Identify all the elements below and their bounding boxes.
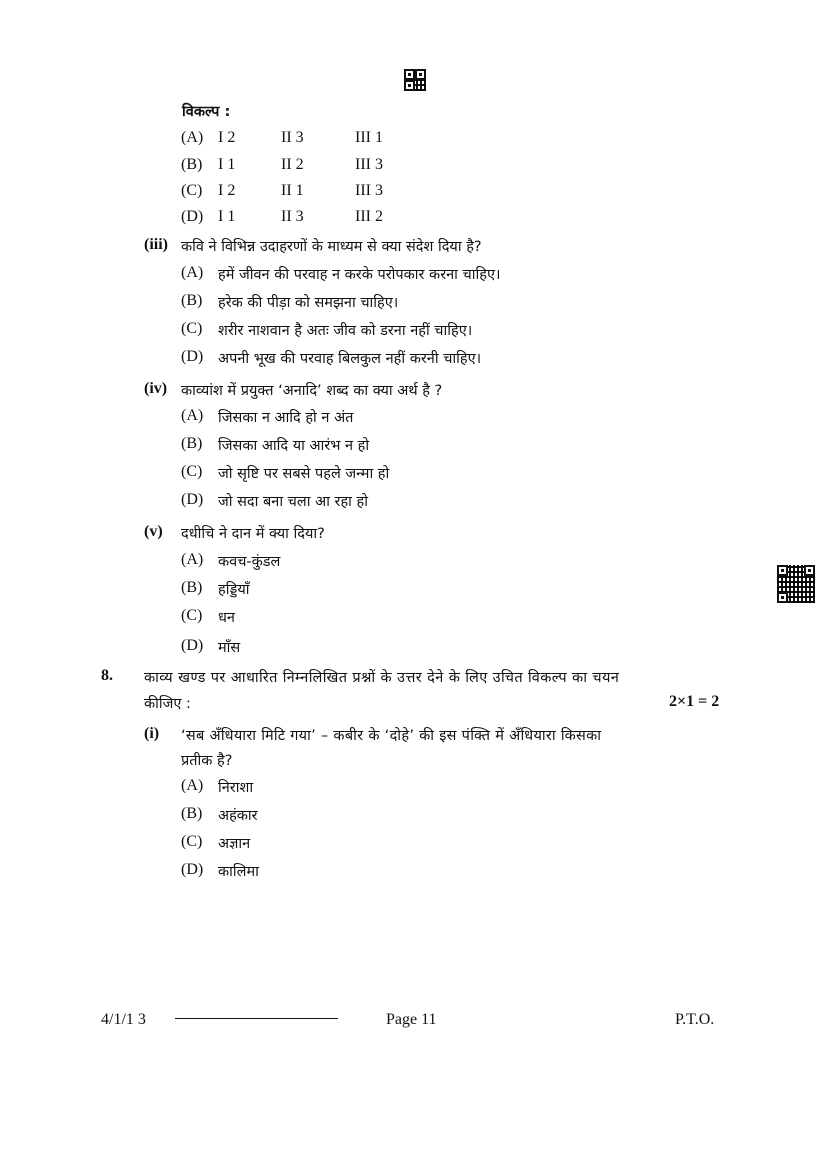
sub-question-text: दधीचि ने दान में क्या दिया?	[181, 526, 325, 542]
sub-question-number: (v)	[144, 523, 163, 540]
match-col-2: II 2	[281, 156, 304, 173]
match-col-3: III 3	[355, 156, 383, 173]
sub-question-text: काव्यांश में प्रयुक्त ‘अनादि’ शब्द का क्या अर्थ है ?	[181, 383, 443, 399]
option-text: धन	[218, 610, 235, 626]
sub-question-text-line-2: प्रतीक है?	[181, 753, 233, 769]
match-col-3: III 2	[355, 208, 383, 225]
footer-divider	[175, 1018, 338, 1019]
option-text: हमें जीवन की परवाह न करके परोपकार करना चाहिए।	[218, 267, 501, 283]
option-text: जो सृष्टि पर सबसे पहले जन्मा हो	[218, 466, 390, 482]
sub-question-number: (i)	[144, 725, 160, 742]
question-number: 8.	[101, 667, 113, 684]
match-col-2: II 1	[281, 182, 304, 199]
option-label: (C)	[181, 833, 203, 850]
option-label: (B)	[181, 156, 203, 173]
option-label: (A)	[181, 264, 204, 281]
match-col-1: I 2	[218, 182, 236, 199]
option-text: अज्ञान	[218, 836, 251, 852]
option-label: (D)	[181, 861, 204, 878]
options-heading: विकल्प :	[182, 104, 231, 120]
option-label: (C)	[181, 463, 203, 480]
page-number: Page 11	[386, 1011, 437, 1028]
match-col-2: II 3	[281, 208, 304, 225]
option-text: जो सदा बना चला आ रहा हो	[218, 494, 368, 510]
option-label: (D)	[181, 208, 204, 225]
option-text: अपनी भूख की परवाह बिलकुल नहीं करनी चाहिए।	[218, 351, 482, 367]
option-text: जिसका आदि या आरंभ न हो	[218, 438, 370, 454]
option-text: कालिमा	[218, 864, 259, 880]
match-col-3: III 3	[355, 182, 383, 199]
option-text: जिसका न आदि हो न अंत	[218, 410, 354, 426]
qr-code-side-icon	[777, 565, 815, 603]
option-label: (B)	[181, 435, 203, 452]
option-label: (A)	[181, 777, 204, 794]
pto-label: P.T.O.	[675, 1011, 715, 1028]
option-text: निराशा	[218, 780, 254, 796]
option-text: माँस	[218, 640, 241, 656]
match-col-1: I 1	[218, 208, 236, 225]
match-col-3: III 1	[355, 129, 383, 146]
qr-code-top-icon	[404, 69, 426, 91]
option-label: (B)	[181, 292, 203, 309]
option-text: शरीर नाशवान है अतः जीव को डरना नहीं चाहिए।	[218, 323, 473, 339]
option-label: (C)	[181, 182, 203, 199]
match-col-1: I 1	[218, 156, 236, 173]
question-text-line-1: काव्य खण्ड पर आधारित निम्नलिखित प्रश्नों के उत्तर देने के लिए उचित विकल्प का चयन	[144, 670, 620, 686]
match-col-1: I 2	[218, 129, 236, 146]
option-text: हरेक की पीड़ा को समझना चाहिए।	[218, 295, 399, 311]
sub-question-text-line-1: ‘सब अँधियारा मिटि गया’ – कबीर के ‘दोहे’ की इस पंक्ति में अँधियारा किसका	[181, 728, 602, 744]
match-col-2: II 3	[281, 129, 304, 146]
option-label: (D)	[181, 637, 204, 654]
marks: 2×1 = 2	[669, 693, 720, 710]
option-text: अहंकार	[218, 808, 258, 824]
option-text: हड्डियाँ	[218, 582, 250, 598]
paper-code: 4/1/1 3	[101, 1011, 146, 1028]
option-text: कवच-कुंडल	[218, 554, 281, 570]
option-label: (C)	[181, 607, 203, 624]
option-label: (A)	[181, 129, 204, 146]
option-label: (D)	[181, 491, 204, 508]
sub-question-number: (iii)	[144, 236, 168, 253]
option-label: (B)	[181, 579, 203, 596]
option-label: (B)	[181, 805, 203, 822]
sub-question-number: (iv)	[144, 380, 168, 397]
option-label: (A)	[181, 551, 204, 568]
option-label: (A)	[181, 407, 204, 424]
option-label: (C)	[181, 320, 203, 337]
question-text-line-2: कीजिए :	[144, 696, 191, 712]
option-label: (D)	[181, 348, 204, 365]
sub-question-text: कवि ने विभिन्न उदाहरणों के माध्यम से क्या संदेश दिया है?	[181, 239, 482, 255]
